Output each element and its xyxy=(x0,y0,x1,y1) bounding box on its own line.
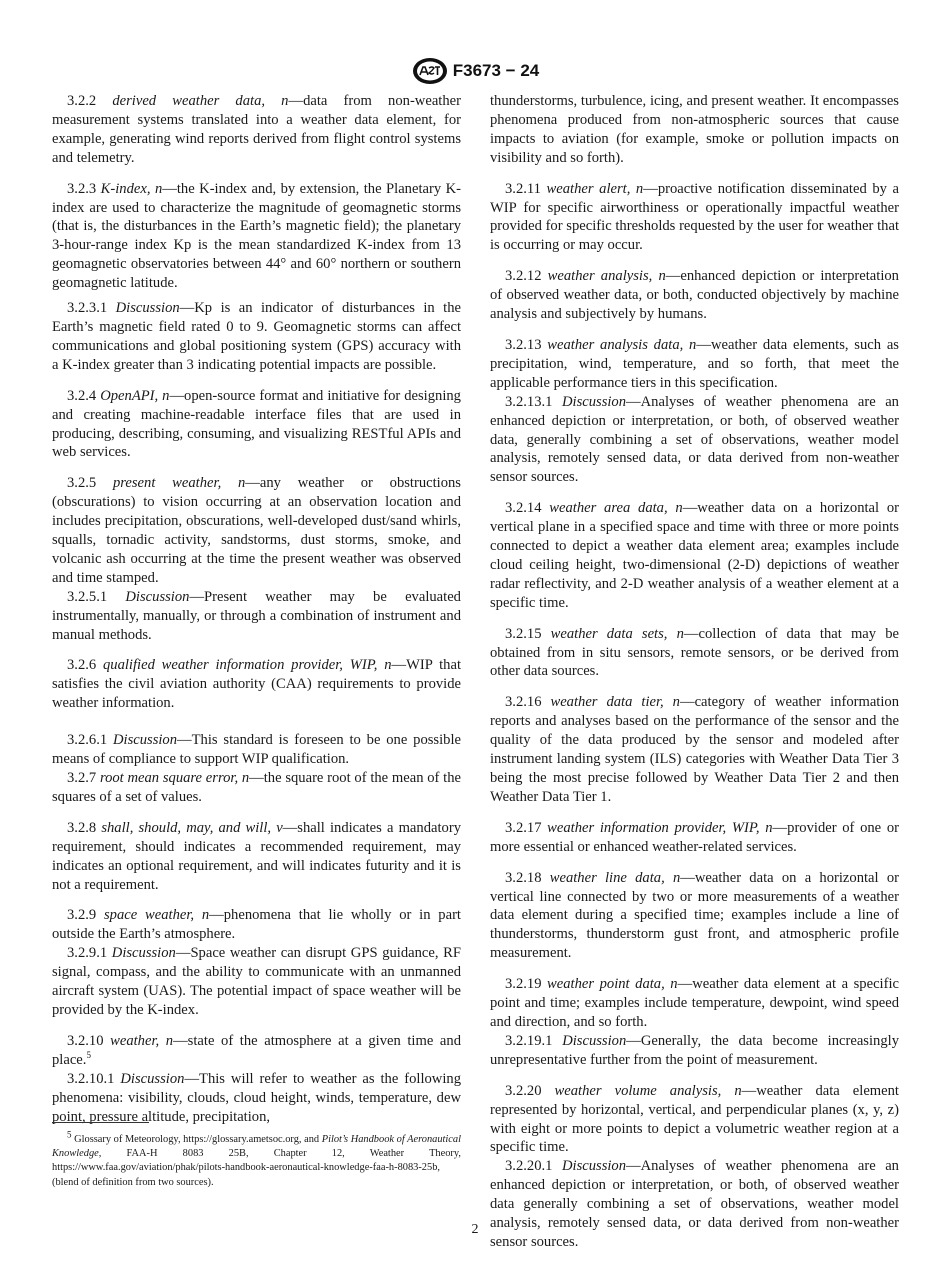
definition-paragraph: 3.2.18 weather line data, n—weather data on a horizontal or vertical line connected by two or more measurements of a weather data element during a specified time; examples include a line of thunderstorms, thunderstorm gust front, and atmospheric profile measurement. xyxy=(490,869,899,962)
definition-paragraph: 3.2.7 root mean square error, n—the square root of the mean of the squares of a set of values. xyxy=(52,770,461,805)
discussion-paragraph: 3.2.20.1 Discussion—Analyses of weather phenomena are an enhanced depiction or interpretation, or both, of observed weather data generally combining a set of observations, weather model analysis, remotely sensed data, or data derived from non-weather sensor sources. xyxy=(490,1158,899,1250)
discussion-paragraph: 3.2.5.1 Discussion—Present weather may be evaluated instrumentally, manually, or through a combination of instrument and manual methods. xyxy=(52,588,461,643)
footnote: $^5$ Glossary of Meteorology, https://glossary.ametsoc.org, and Pilot’s Handbook of Aeronautical Knowledge, FAA-H 8083 25B, Chapter 12, Weather Theory, https://www.faa.gov/aviation/phak/pilots-handbook-aeronautical-knowledge-faa-h-8083-25b, (blend of definition from two sources). xyxy=(52,1129,461,1188)
discussion-paragraph: 3.2.3.1 Discussion—Kp is an indicator of disturbances in the Earth’s magnetic field rated 0 to 9. Geomagnetic storms can affect communications and global positioning system (GPS) accuracy with a K-index greater than 3 indicating potential impacts are possible. xyxy=(52,300,461,373)
definition-paragraph: 3.2.9 space weather, n—phenomena that lie wholly or in part outside the Earth’s atmosphere. xyxy=(52,907,461,943)
continued-paragraph: thunderstorms, turbulence, icing, and present weather. It encompasses phenomena produced from non-atmospheric sources that cause impacts to aviation (for example, smoke or pollution impacts on visibility and so forth). xyxy=(490,93,899,166)
page-number: 2 xyxy=(471,1222,479,1237)
discussion-paragraph: 3.2.9.1 Discussion—Space weather can disrupt GPS guidance, RF signal, compass, and the ability to communicate with an unmanned aircraft system (UAS). The potential impact of space weather will be provided by the K-index. xyxy=(52,945,461,1018)
discussion-paragraph: 3.2.13.1 Discussion—Analyses of weather phenomena are an enhanced depiction or interpretation, or both, of observed weather data, generally combining a set of observations, weather model analysis, remotely sensed data, or data derived from non-weather sensor sources. xyxy=(490,393,899,486)
page-header xyxy=(0,56,950,86)
astm-logo-icon xyxy=(411,56,449,86)
definition-paragraph: 3.2.11 weather alert, n—proactive notification disseminated by a WIP for specific airworthiness or operationally impactful weather provided for specific thresholds requested by the user for weather that is occurring or may occur. xyxy=(490,180,899,254)
definition-paragraph: 3.2.14 weather area data, n—weather data on a horizontal or vertical plane in a specified space and time with three or more points connected to depict a weather data element area; examples include cloud ceiling height, two-dimensional (2-D) depictions of weather radar reflectivity, and 2-D weather analysis of a weather element at a specific time. xyxy=(490,500,900,611)
definition-paragraph: 3.2.17 weather information provider, WIP, n—provider of one or more essential or enhanced weather-related services. xyxy=(490,819,899,855)
definition-paragraph: 3.2.12 weather analysis, n—enhanced depiction or interpretation of observed weather data, or both, conducted objectively by machine analysis and subjectively by humans. xyxy=(490,268,899,323)
definition-paragraph: 3.2.5 present weather, n—any weather or obstructions (obscurations) to vision occurring at an observation location and includes precipitation, obscurations, well-developed dust/sand whirls, squalls, tornadic activity, sandstorms, dust storms, smoke, and volcanic ash occurring at the time the present weather was observed and time stamped. xyxy=(52,475,461,586)
discussion-paragraph: 3.2.6.1 Discussion—This standard is foreseen to be one possible means of compliance to support WIP qualification. xyxy=(52,732,461,768)
definition-paragraph: 3.2.16 weather data tier, n—category of weather information reports and analyses based on the performance of the sensor and the quality of the data produced by the sensor and modeled after instrument landing system (ILS) categories with Weather Data Tier 3 being the most precise followed by Weather Data Tier 2 and then Weather Data Tier 1. xyxy=(490,694,900,805)
discussion-paragraph: 3.2.19.1 Discussion—Generally, the data become increasingly unrepresentative further from the point of measurement. xyxy=(490,1032,899,1068)
definition-paragraph: 3.2.13 weather analysis data, n—weather data elements, such as precipitation, wind, temperature, and so forth, that meet the applicable performance tiers in this specification. xyxy=(490,336,899,391)
definition-paragraph: 3.2.15 weather data sets, n—collection of data that may be obtained from in situ sensors, remote sensors, or be derived from other data sources. xyxy=(490,625,900,680)
definition-paragraph: 3.2.10 weather, n—state of the atmosphere at a given time and place.$^5$ xyxy=(52,1032,461,1068)
definition-paragraph: 3.2.4 OpenAPI, n—open-source format and initiative for designing and creating machine-readable interface files that are used in producing, describing, consuming, and visualizing RESTful APIs and web services. xyxy=(52,387,461,461)
definition-paragraph: 3.2.19 weather point data, n—weather data element at a specific point and time; examples include temperature, dewpoint, wind speed and direction, and so forth. xyxy=(490,976,900,1030)
definition-paragraph: 3.2.8 shall, should, may, and will, v—shall indicates a mandatory requirement, should indicates a recommended requirement, may indicates an optional requirement, and will indicates futurity and it is not a requirement. xyxy=(52,819,461,893)
definition-paragraph: 3.2.2 derived weather data, n—data from non-weather measurement systems translated into a weather data element, for example, generating wind reports derived from flight control systems and telemetry. xyxy=(52,93,461,166)
footnote-ref: 5 xyxy=(86,1049,91,1060)
right-column xyxy=(490,92,899,1252)
discussion-paragraph: 3.2.10.1 Discussion—This will refer to weather as the following phenomena: visibility, clouds, cloud height, winds, temperature, dew point, pressure altitude, precipitation, xyxy=(52,1070,461,1125)
definition-paragraph: 3.2.20 weather volume analysis, n—weather data element represented by horizontal, vertical, and perpendicular planes (x, y, z) with eight or more points to depict a volumetric weather region at a specific time. xyxy=(490,1082,899,1156)
definition-paragraph: 3.2.3 K-index, n—the K-index and, by extension, the Planetary K-index are used to characterize the magnitude of geomagnetic storms (that is, the disturbances in the Earth’s magnetic field); the planetary 3-hour-range index Kp is the mean standardized K-index from 13 geomagnetic observatories between 44° and 60° northern or southern geomagnetic latitude. xyxy=(52,180,461,292)
document-id: F3673 − 24 xyxy=(452,61,540,80)
left-column xyxy=(52,92,461,1126)
footnote-divider xyxy=(52,1122,149,1123)
definition-paragraph: 3.2.6 qualified weather information provider, WIP, n—WIP that satisfies the civil aviation authority (CAA) requirements to provide weather information. xyxy=(52,657,461,712)
